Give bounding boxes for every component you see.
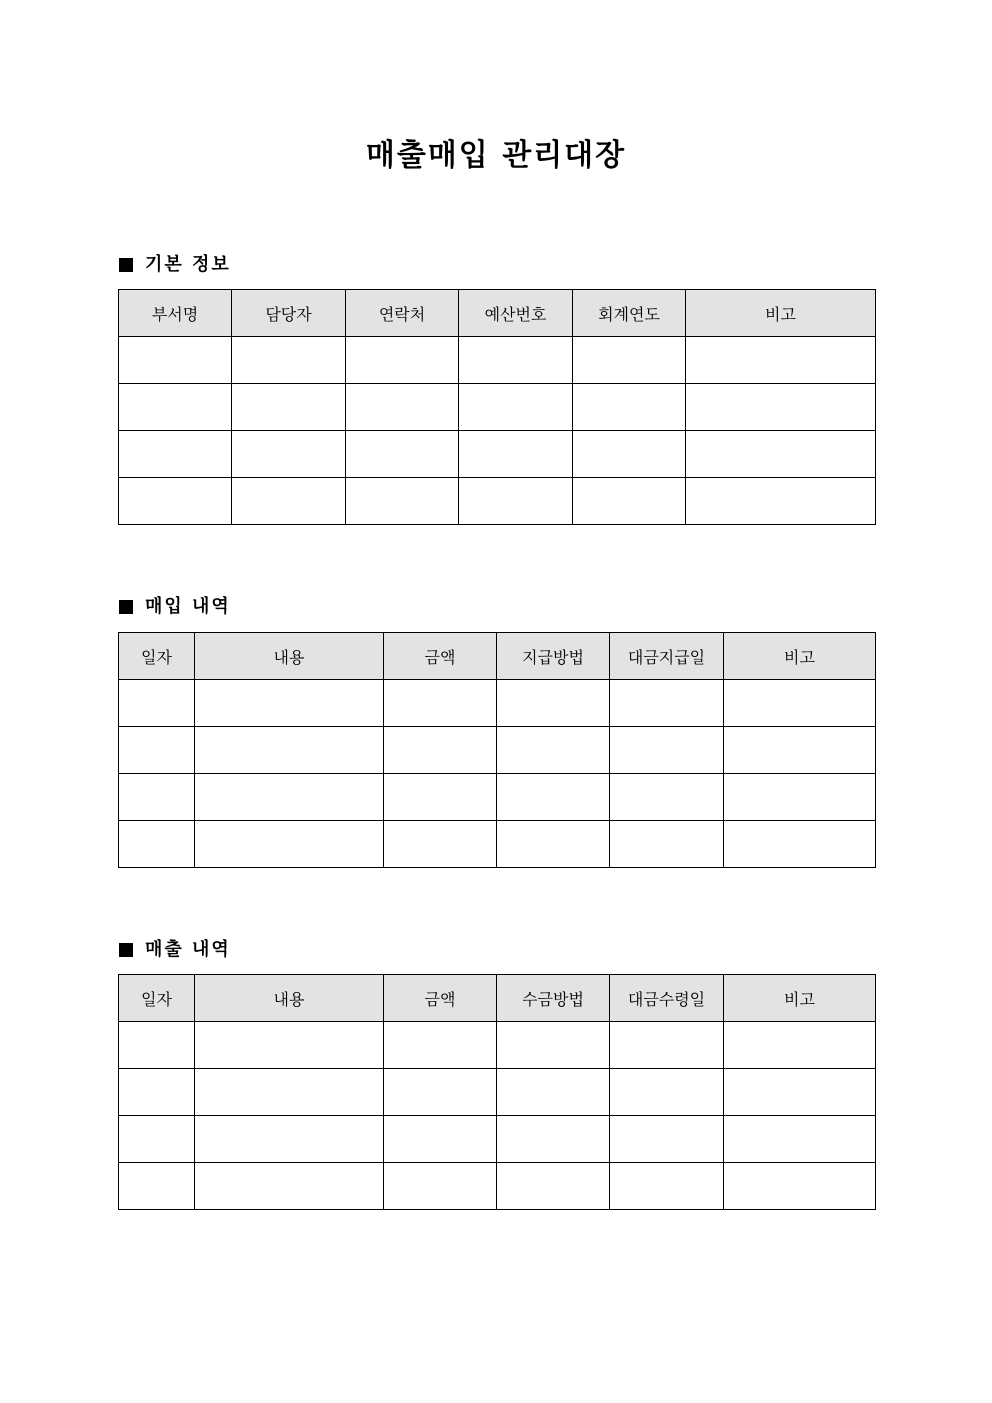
table-cell[interactable] bbox=[195, 680, 384, 727]
table-cell[interactable] bbox=[195, 1163, 384, 1210]
table-cell[interactable] bbox=[610, 1116, 724, 1163]
column-header: 부서명 bbox=[119, 290, 232, 337]
table-cell[interactable] bbox=[724, 821, 876, 868]
table-header-row bbox=[119, 290, 876, 337]
purchases-table bbox=[118, 632, 876, 868]
column-header: 일자 bbox=[119, 633, 195, 680]
table-cell[interactable] bbox=[384, 774, 497, 821]
square-bullet-icon bbox=[119, 943, 133, 957]
table-cell[interactable] bbox=[686, 337, 876, 384]
table-cell[interactable] bbox=[384, 1069, 497, 1116]
table-cell[interactable] bbox=[119, 680, 195, 727]
section-heading-label: 매출 내역 bbox=[145, 939, 231, 960]
table-cell[interactable] bbox=[119, 1069, 195, 1116]
table-cell[interactable] bbox=[119, 1022, 195, 1069]
column-header: 일자 bbox=[119, 975, 195, 1022]
table-cell[interactable] bbox=[724, 1022, 876, 1069]
table-cell[interactable] bbox=[195, 821, 384, 868]
table-row bbox=[119, 727, 876, 774]
table-cell[interactable] bbox=[384, 1022, 497, 1069]
column-header: 수금방법 bbox=[497, 975, 610, 1022]
square-bullet-icon bbox=[119, 258, 133, 272]
table-cell[interactable] bbox=[686, 431, 876, 478]
table-cell[interactable] bbox=[195, 1069, 384, 1116]
column-header: 비고 bbox=[686, 290, 876, 337]
table-cell[interactable] bbox=[497, 774, 610, 821]
table-cell[interactable] bbox=[610, 774, 724, 821]
column-header: 금액 bbox=[384, 633, 497, 680]
table-cell[interactable] bbox=[119, 1163, 195, 1210]
column-header: 지급방법 bbox=[497, 633, 610, 680]
table-cell[interactable] bbox=[195, 1116, 384, 1163]
table-cell[interactable] bbox=[610, 1069, 724, 1116]
column-header: 담당자 bbox=[232, 290, 346, 337]
table-cell[interactable] bbox=[497, 727, 610, 774]
table-cell[interactable] bbox=[346, 384, 459, 431]
column-header: 회계연도 bbox=[573, 290, 686, 337]
table-row bbox=[119, 1116, 876, 1163]
table-row bbox=[119, 431, 876, 478]
table-cell[interactable] bbox=[232, 431, 346, 478]
table-row bbox=[119, 1163, 876, 1210]
column-header: 대금지급일 bbox=[610, 633, 724, 680]
table-cell[interactable] bbox=[459, 478, 573, 525]
table-cell[interactable] bbox=[384, 1116, 497, 1163]
table-cell[interactable] bbox=[459, 337, 573, 384]
column-header: 연락처 bbox=[346, 290, 459, 337]
table-cell[interactable] bbox=[119, 1116, 195, 1163]
table-cell[interactable] bbox=[724, 1163, 876, 1210]
table-cell[interactable] bbox=[346, 431, 459, 478]
table-row bbox=[119, 478, 876, 525]
table-cell[interactable] bbox=[724, 1069, 876, 1116]
table-cell[interactable] bbox=[610, 1163, 724, 1210]
section-heading-purchases bbox=[119, 595, 231, 619]
table-cell[interactable] bbox=[497, 680, 610, 727]
table-cell[interactable] bbox=[686, 478, 876, 525]
table-cell[interactable] bbox=[119, 384, 232, 431]
table-cell[interactable] bbox=[384, 680, 497, 727]
table-cell[interactable] bbox=[610, 727, 724, 774]
table-cell[interactable] bbox=[195, 774, 384, 821]
table-row bbox=[119, 774, 876, 821]
column-header: 예산번호 bbox=[459, 290, 573, 337]
table-cell[interactable] bbox=[119, 337, 232, 384]
table-cell[interactable] bbox=[384, 727, 497, 774]
table-cell[interactable] bbox=[119, 478, 232, 525]
table-cell[interactable] bbox=[232, 384, 346, 431]
column-header: 비고 bbox=[724, 633, 876, 680]
table-cell[interactable] bbox=[459, 384, 573, 431]
table-header-row bbox=[119, 975, 876, 1022]
table-row bbox=[119, 821, 876, 868]
table-row bbox=[119, 1022, 876, 1069]
table-cell[interactable] bbox=[119, 431, 232, 478]
table-cell[interactable] bbox=[119, 774, 195, 821]
section-heading-label: 기본 정보 bbox=[145, 254, 231, 275]
table-cell[interactable] bbox=[724, 727, 876, 774]
table-row bbox=[119, 680, 876, 727]
table-cell[interactable] bbox=[724, 774, 876, 821]
table-cell[interactable] bbox=[610, 821, 724, 868]
table-cell[interactable] bbox=[497, 1116, 610, 1163]
table-cell[interactable] bbox=[384, 1163, 497, 1210]
table-cell[interactable] bbox=[195, 1022, 384, 1069]
table-cell[interactable] bbox=[497, 1069, 610, 1116]
table-cell[interactable] bbox=[232, 478, 346, 525]
table-cell[interactable] bbox=[610, 1022, 724, 1069]
table-cell[interactable] bbox=[686, 384, 876, 431]
table-header-row bbox=[119, 633, 876, 680]
column-header: 비고 bbox=[724, 975, 876, 1022]
section-heading-sales bbox=[119, 938, 231, 962]
table-cell[interactable] bbox=[610, 680, 724, 727]
table-cell[interactable] bbox=[384, 821, 497, 868]
table-row bbox=[119, 337, 876, 384]
table-cell[interactable] bbox=[195, 727, 384, 774]
table-cell[interactable] bbox=[497, 821, 610, 868]
column-header: 대금수령일 bbox=[610, 975, 724, 1022]
column-header: 내용 bbox=[195, 633, 384, 680]
page-title: 매출매입 관리대장 bbox=[365, 138, 627, 173]
section-heading-label: 매입 내역 bbox=[145, 596, 231, 617]
table-cell[interactable] bbox=[573, 337, 686, 384]
table-cell[interactable] bbox=[346, 478, 459, 525]
table-cell[interactable] bbox=[573, 478, 686, 525]
table-cell[interactable] bbox=[573, 431, 686, 478]
table-cell[interactable] bbox=[724, 680, 876, 727]
table-cell[interactable] bbox=[573, 384, 686, 431]
sales-table bbox=[118, 974, 876, 1210]
table-row bbox=[119, 1069, 876, 1116]
table-cell[interactable] bbox=[119, 727, 195, 774]
table-cell[interactable] bbox=[497, 1022, 610, 1069]
column-header: 내용 bbox=[195, 975, 384, 1022]
table-cell[interactable] bbox=[232, 337, 346, 384]
table-cell[interactable] bbox=[459, 431, 573, 478]
table-cell[interactable] bbox=[119, 821, 195, 868]
table-cell[interactable] bbox=[724, 1116, 876, 1163]
table-cell[interactable] bbox=[497, 1163, 610, 1210]
table-row bbox=[119, 384, 876, 431]
column-header: 금액 bbox=[384, 975, 497, 1022]
square-bullet-icon bbox=[119, 600, 133, 614]
section-heading-basic-info bbox=[119, 253, 231, 277]
table-cell[interactable] bbox=[346, 337, 459, 384]
basic-info-table bbox=[118, 289, 876, 525]
